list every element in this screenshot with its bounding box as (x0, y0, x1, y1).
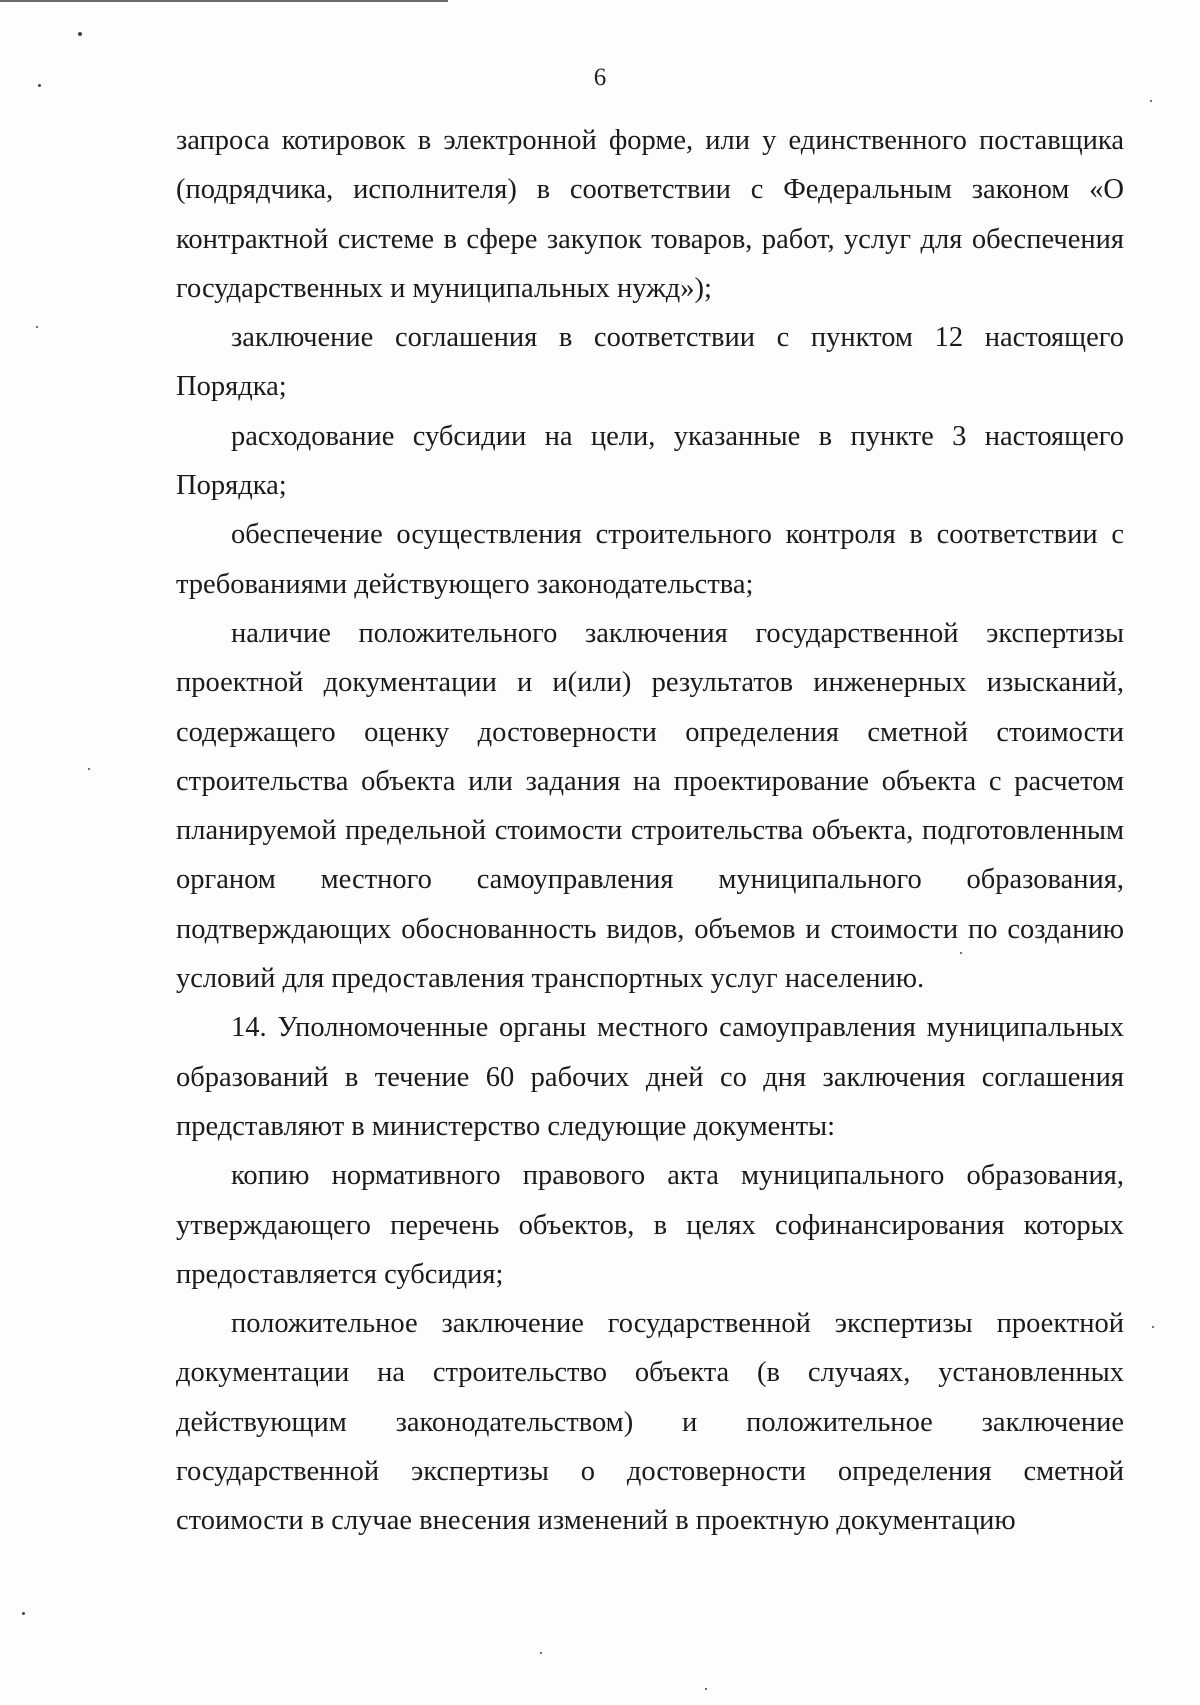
scan-speck (38, 84, 41, 87)
paragraph-agreement: заключение соглашения в соответствии с пунктом 12 настоящего Порядка; (176, 322, 1124, 403)
scan-speck (36, 326, 38, 328)
paragraph-continuation: запроса котировок в электронной форме, или у единственного поставщика (подрядчика, исполнителя) в соответствии с Федеральным законом «О контрактной системе в сфере закупок товаров, работ, услуг для обеспечения государственных и муниципальных нужд»); (176, 125, 1124, 304)
scan-speck (1152, 1326, 1154, 1328)
paragraph-normative-act: копию нормативного правового акта муниципального образования, утверждающего перечень объектов, в целях софинансирования которых предоставляется субсидия; (176, 1160, 1124, 1290)
scan-edge-line (0, 0, 448, 2)
scan-speck (540, 1652, 542, 1654)
paragraph-construction-control: обеспечение осуществления строительного контроля в соответствии с требованиями действующего законодательства; (176, 519, 1124, 600)
scan-speck (88, 768, 90, 770)
paragraph-expertise: наличие положительного заключения государственной экспертизы проектной документации и и(или) результатов инженерных изысканий, содержащего оценку достоверности определения сметной стоимости строительства объекта или задания на проектирование объекта с расчетом планируемой предельной стоимости строительства объекта, подготовленным органом местного самоуправления муниципального образования, подтверждающих обоснованность видов, объемов и стоимости по созданию условий для предоставления транспортных услуг населению. (176, 617, 1124, 995)
scan-speck (78, 32, 82, 36)
document-body (176, 116, 1124, 1546)
paragraph-spending: расходование субсидии на цели, указанные в пункте 3 настоящего Порядка; (176, 420, 1124, 502)
page-number: 6 (593, 64, 607, 91)
scan-speck (22, 1612, 25, 1615)
paragraph-positive-conclusion: положительное заключение государственной экспертизы проектной документации на строительство объекта (в случаях, установленных действующим законодательством) и положительное заключение государственной экспертизы о достоверности определения сметной стоимости в случае внесения изменений в проектную документацию (176, 1308, 1124, 1537)
scan-speck (1150, 100, 1152, 102)
scan-speck (705, 1688, 707, 1690)
scan-speck (960, 952, 962, 954)
paragraph-item-14: 14. Уполномоченные органы местного самоуправления муниципальных образований в течение 60 рабочих дней со дня заключения соглашения представляют в министерство следующие документы: (176, 1012, 1124, 1142)
